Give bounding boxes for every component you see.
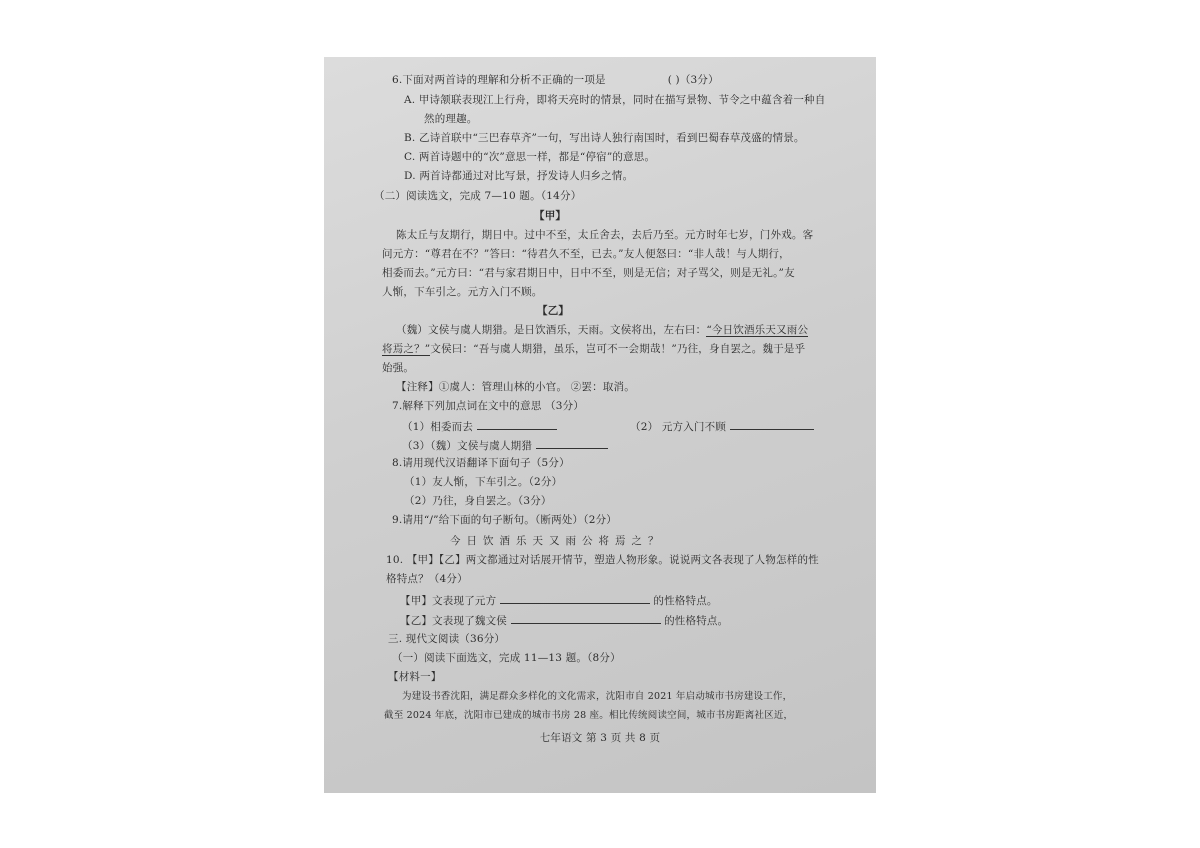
- text-jia-line: 相委而去。”元方曰：“君与家君期日中，日中不至，则是无信；对子骂父，则是无礼。”友: [382, 267, 795, 279]
- question-10-stem-cont: 格特点？（4分）: [386, 573, 468, 585]
- material-one-paragraph-cont: 截至 2024 年底，沈阳市已建成的城市书房 28 座。相比传统阅读空间，城市书房距离社区近，: [384, 710, 794, 721]
- question-6-stem: 6.下面对两首诗的理解和分析不正确的一项是 ( )（3分）: [392, 74, 719, 86]
- material-one-paragraph: 为建设书香沈阳，满足群众多样化的文化需求，沈阳市自 2021 年启动城市书房建设工作，: [402, 691, 793, 702]
- section-3-heading: 三. 现代文阅读（36分）: [388, 633, 506, 645]
- text-yi-title: 【乙】: [537, 305, 570, 317]
- question-9-sentence: 今日饮酒乐天又雨公将焉之？: [450, 535, 665, 547]
- question-10-yi-answer: 【乙】文表现了魏文侯 的性格特点。: [400, 612, 728, 628]
- section-3-subheading: （一）阅读下面选文，完成 11—13 题。（8分）: [392, 652, 621, 664]
- question-6-option-b: B. 乙诗首联中“三巴春草齐”一句，写出诗人独行南国时，看到巴蜀春草茂盛的情景。: [404, 132, 805, 144]
- text-yi-line: 将焉之？”文侯曰：“吾与虞人期猎，虽乐，岂可不一会期哉！”乃往，身自罢之。魏于是乎: [382, 343, 806, 355]
- section-2-heading: （二）阅读选文，完成 7—10 题。（14分）: [374, 190, 582, 202]
- question-7-item-1: （1）相委而去: [402, 418, 557, 434]
- material-one-title: 【材料一】: [388, 671, 442, 683]
- question-6-option-d: D. 两首诗都通过对比写景，抒发诗人归乡之情。: [404, 170, 634, 182]
- page-footer: 七年语文 第 3 页 共 8 页: [539, 732, 661, 744]
- text-jia-line: 人惭，下车引之。元方入门不顾。: [382, 286, 543, 298]
- question-6-option-c: C. 两首诗题中的“次”意思一样，都是“停宿”的意思。: [404, 151, 656, 163]
- text-yi-line: 始强。: [382, 362, 415, 374]
- text-jia-line: 问元方：“尊君在不？”答曰：“待君久不至，已去。”友人便怒曰：“非人哉！与人期行，: [382, 248, 790, 260]
- question-10-stem: 10. 【甲】【乙】两文都通过对话展开情节，塑造人物形象。说说两文各表现了人物怎样的性: [386, 554, 819, 566]
- question-6-option-a-cont: 然的理趣。: [424, 113, 478, 125]
- annotation-note: 【注释】①虞人：管理山林的小官。 ②罢：取消。: [396, 381, 635, 393]
- text-jia-title: 【甲】: [534, 210, 567, 222]
- question-8-item-1: （1）友人惭，下车引之。（2分）: [404, 476, 563, 488]
- question-9-stem: 9.请用“/”给下面的句子断句。（断两处）（2分）: [392, 514, 617, 526]
- question-10-jia-answer: 【甲】文表现了元方 的性格特点。: [400, 592, 718, 608]
- question-7-item-2: （2） 元方入门不顾: [630, 418, 814, 434]
- text-jia-line: 陈太丘与友期行，期日中。过中不至，太丘舍去，去后乃至。元方时年七岁，门外戏。客: [396, 229, 814, 241]
- question-8-stem: 8.请用现代汉语翻译下面句子（5分）: [392, 457, 570, 469]
- exam-page-photo: [324, 57, 876, 793]
- question-7-stem: 7.解释下列加点词在文中的意思 （3分）: [392, 400, 585, 412]
- text-yi-line: （魏）文侯与虞人期猎。是日饮酒乐，天雨。文侯将出，左右曰：“今日饮酒乐天又雨公: [396, 324, 809, 336]
- question-7-item-3: （3）（魏）文侯与虞人期猎: [402, 437, 608, 453]
- question-8-item-2: （2）乃往，身自罢之。（3分）: [404, 495, 552, 507]
- question-6-option-a: A. 甲诗颔联表现江上行舟，即将天亮时的情景，同时在描写景物、节令之中蕴含着一种自: [404, 94, 826, 106]
